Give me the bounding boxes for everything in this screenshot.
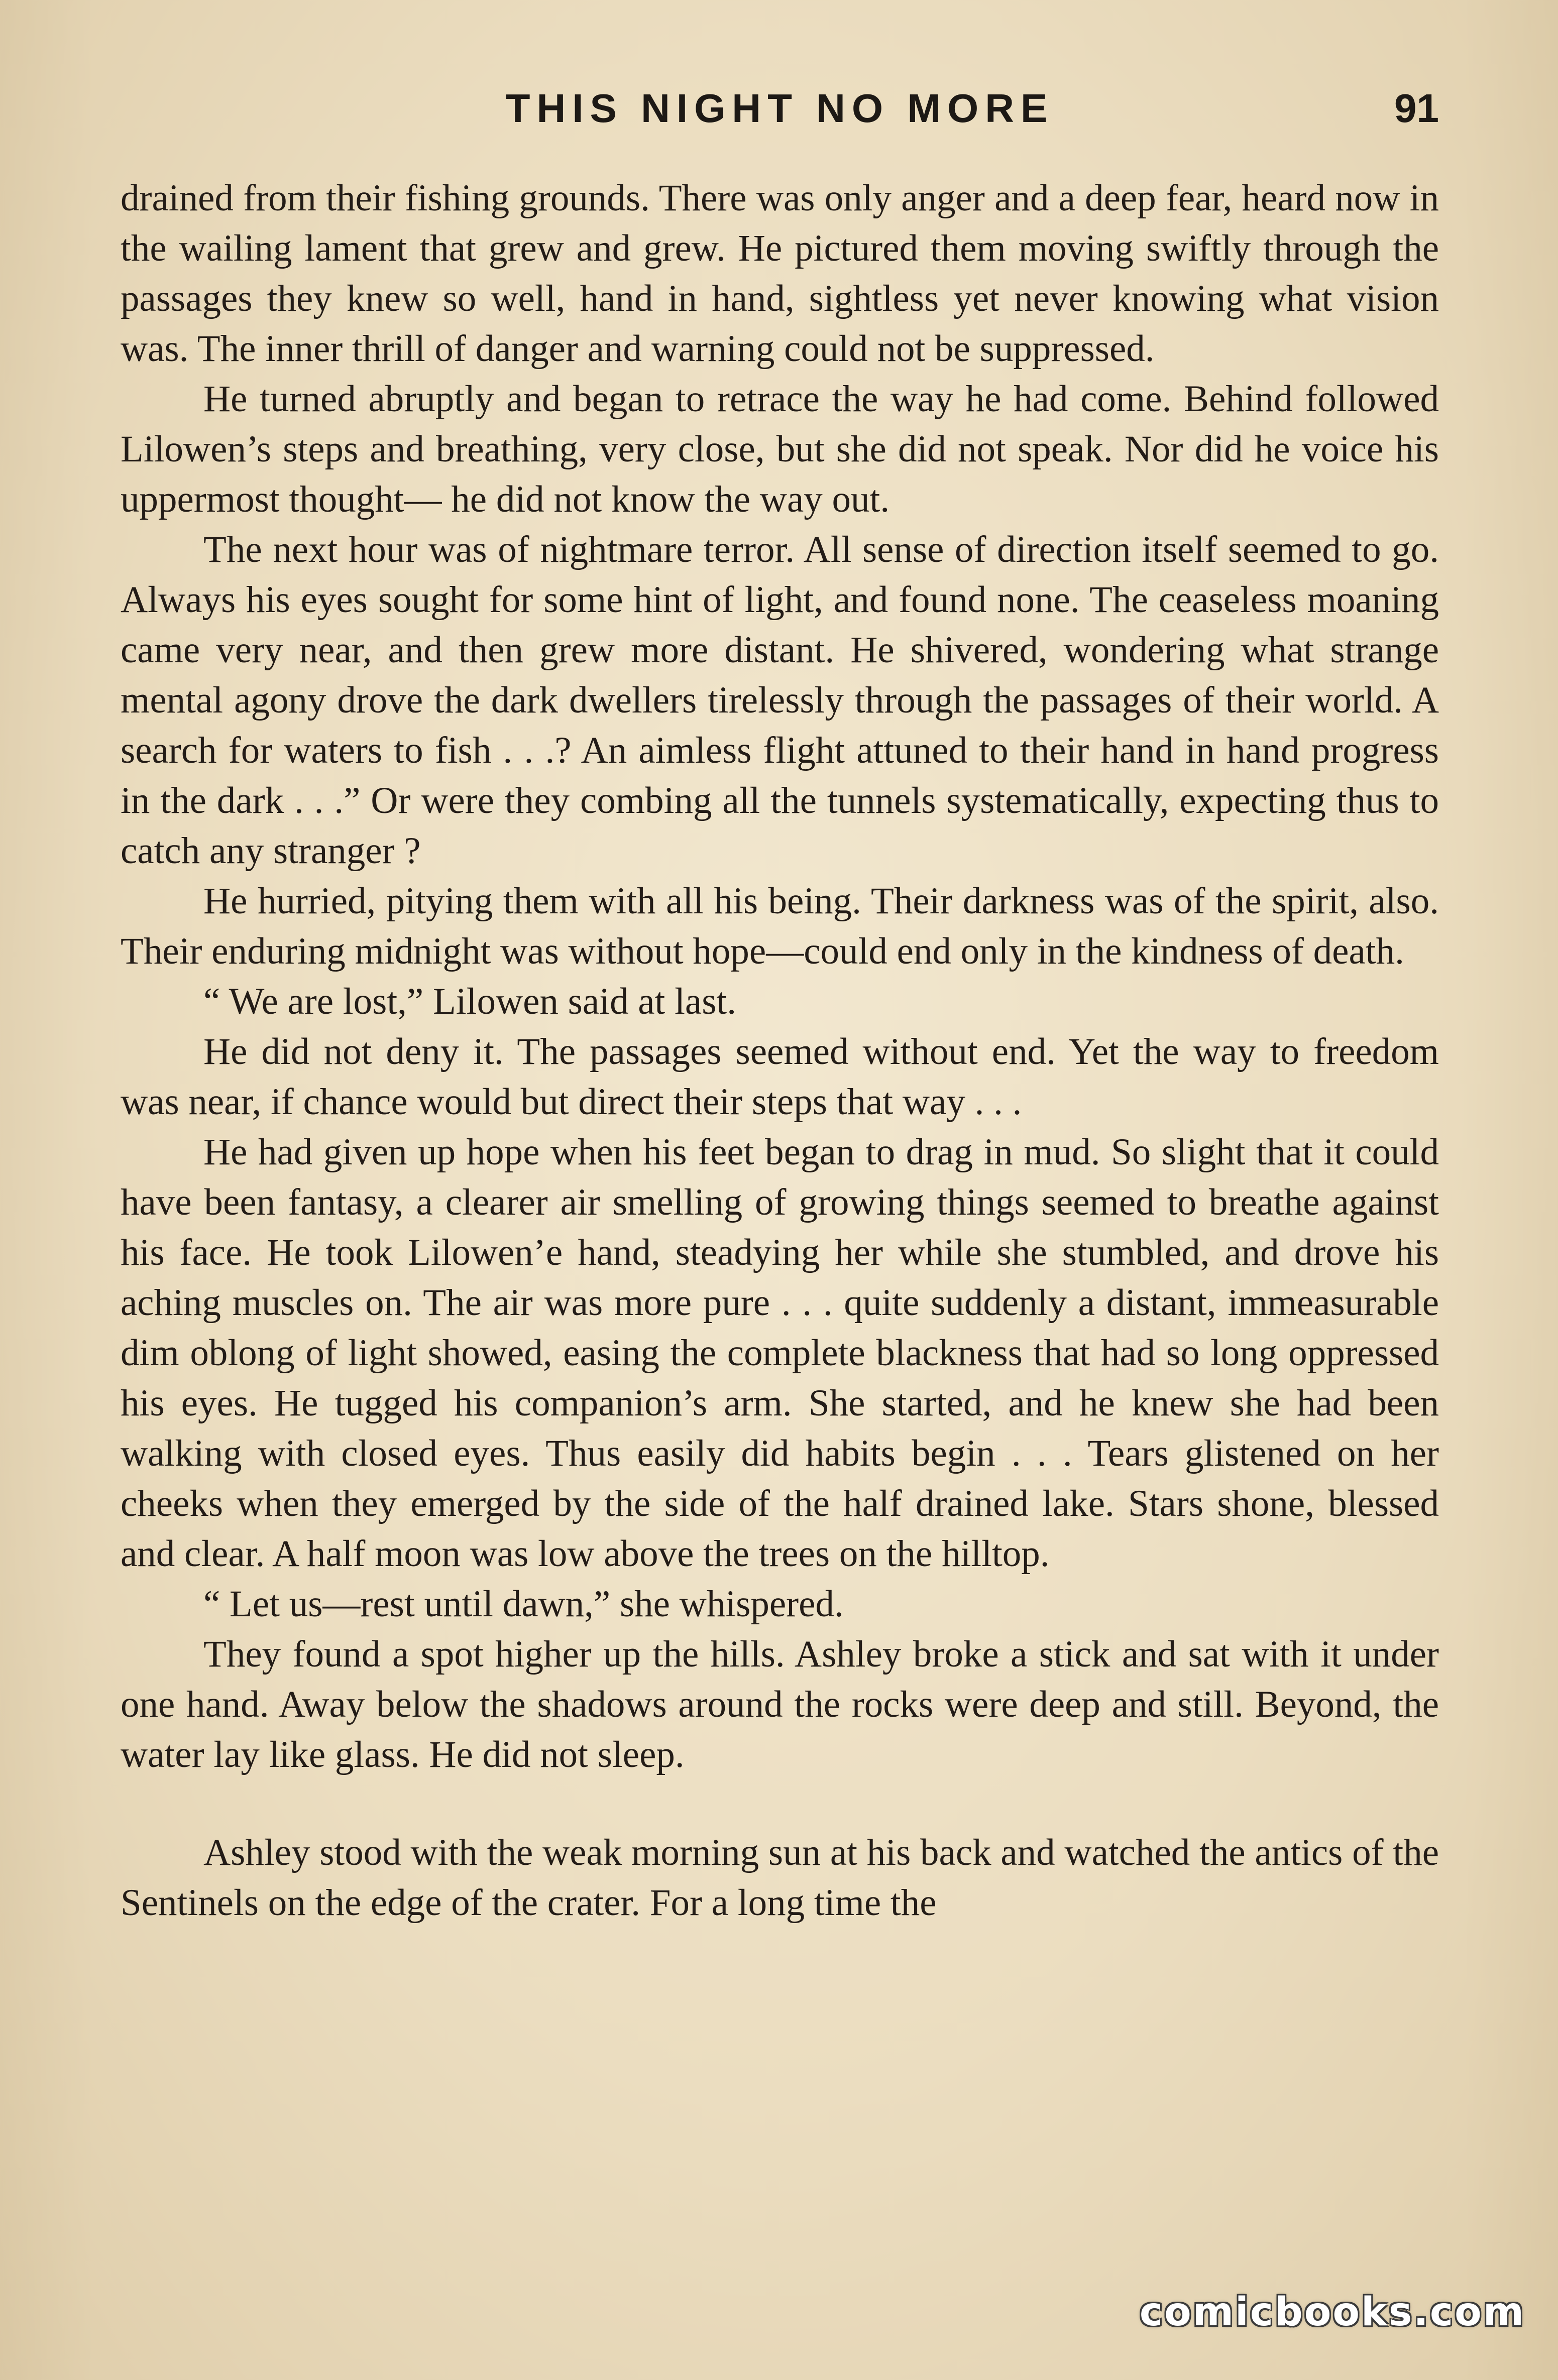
paragraph: drained from their fishing grounds. There was only anger and a deep fear, heard now in the wailing lament that grew and grew. He pictured them moving swiftly through the passages they knew so well, hand in hand, sightless yet never knowing what vision was. The inner thrill of danger and warning could not be suppressed.: [121, 177, 1439, 370]
running-title: THIS NIGHT NO MORE: [505, 86, 1054, 131]
paragraph: He had given up hope when his feet began to drag in mud. So slight that it could have been fantasy, a clearer air smelling of growing things seemed to breathe against his face. He took Lilowen’e hand, steadying her while she stumbled, and drove his aching muscles on. The air was more pure . . . quite suddenly a distant, immeasurable dim oblong of light showed, easing the complete blackness that had so long oppressed his eyes. He tugged his companion’s arm. She started, and he knew she had been walking with closed eyes. Thus easily did habits begin . . . Tears glistened on her cheeks when they emerged by the side of the half drained lake. Stars shone, blessed and clear. A half moon was low above the trees on the hilltop.: [121, 1131, 1439, 1575]
paragraph: Ashley stood with the weak morning sun at his back and watched the antics of the Sentinels on the edge of the crater. For a long time the: [121, 1832, 1439, 1924]
paragraph: He turned abruptly and began to retrace the way he had come. Behind followed Lilowen’s steps and breathing, very close, but she did not speak. Nor did he voice his uppermost thought— he did not know the way out.: [121, 378, 1439, 520]
paragraph: He hurried, pitying them with all his being. Their darkness was of the spirit, also. Their enduring midnight was without hope—could end only in the kindness of death.: [121, 880, 1439, 972]
paragraph: “ We are lost,” Lilowen said at last.: [203, 981, 736, 1022]
page-number: 91: [1394, 86, 1439, 131]
paragraph: “ Let us—rest until dawn,” she whispered.: [203, 1583, 844, 1625]
watermark-logo: comicbooks.com: [1139, 2290, 1525, 2335]
page-header: [121, 80, 1439, 136]
paragraph: He did not deny it. The passages seemed without end. Yet the way to freedom was near, if chance would but direct their steps that way . . .: [121, 1031, 1439, 1123]
body-text: [121, 173, 1439, 1928]
paragraph: The next hour was of nightmare terror. All sense of direction itself seemed to go. Always his eyes sought for some hint of light, and found none. The ceaseless moaning came very near, and then grew more distant. He shivered, wondering what strange mental agony drove the dark dwellers tirelessly through the passages of their world. A search for waters to fish . . .? An aimless flight attuned to their hand in hand progress in the dark . . .” Or were they combing all the tunnels systematically, expecting thus to catch any stranger ?: [121, 529, 1439, 872]
paragraph: They found a spot higher up the hills. Ashley broke a stick and sat with it under one hand. Away below the shadows around the rocks were deep and still. Beyond, the water lay like glass. He did not sleep.: [121, 1633, 1439, 1775]
section-break: [121, 1780, 1439, 1828]
